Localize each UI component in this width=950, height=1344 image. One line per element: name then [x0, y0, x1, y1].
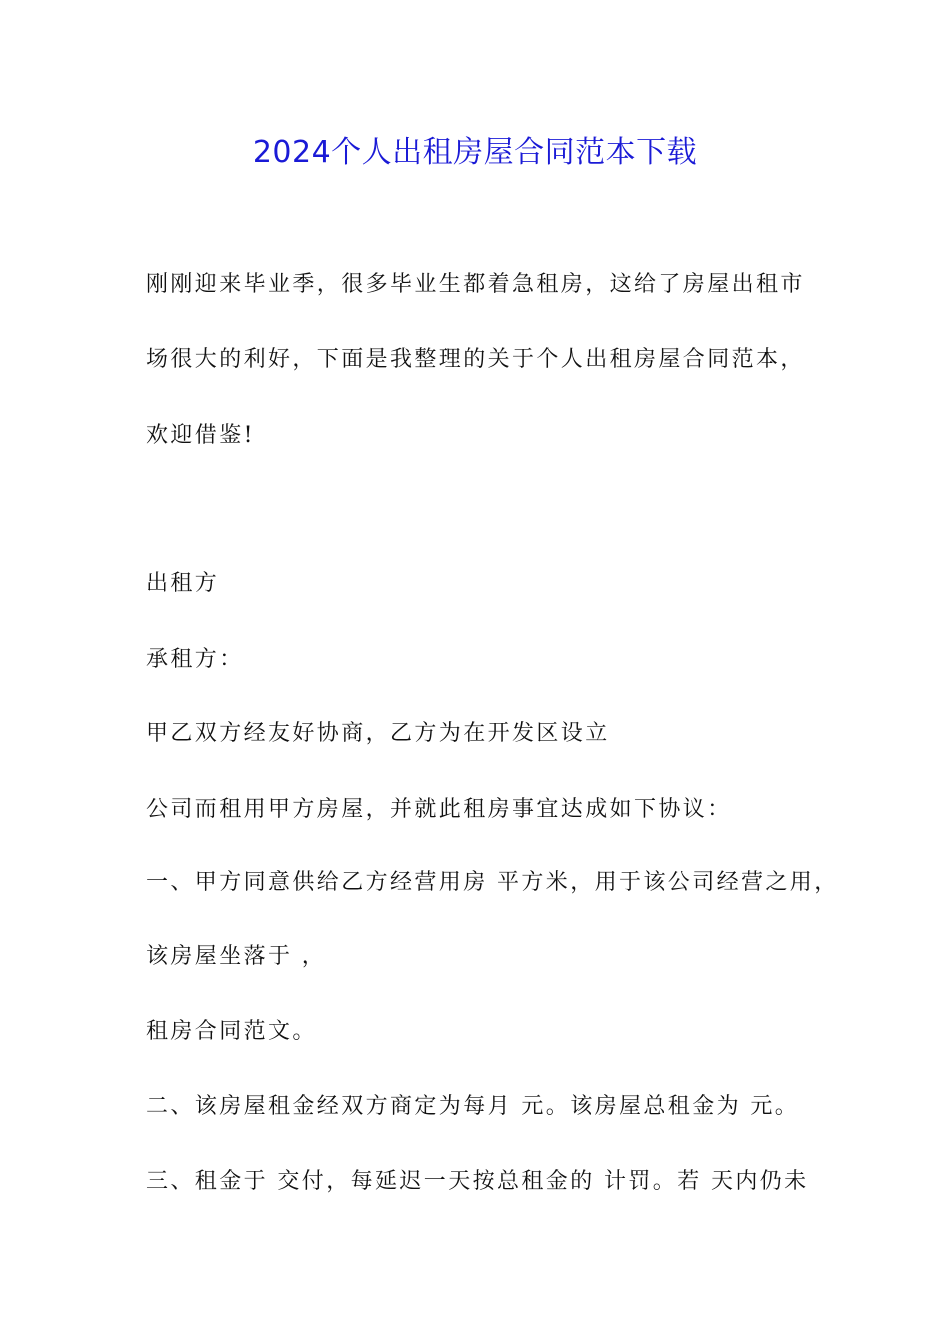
clause-3: 三、租金于 交付，每延迟一天按总租金的 计罚。若 天内仍未 [146, 1169, 809, 1194]
intro-line-3: 欢迎借鉴! [146, 423, 255, 448]
body-line-2: 公司而租用甲方房屋，并就此租房事宜达成如下协议： [146, 797, 732, 822]
clause-1-line-3: 租房合同范文。 [146, 1019, 317, 1044]
clause-1-line-1: 一、甲方同意供给乙方经营用房 平方米，用于该公司经营之用， [146, 870, 839, 895]
document-title: 2024个人出租房屋合同范本下载 [252, 135, 698, 170]
clause-1-line-2: 该房屋坐落于 ， [146, 944, 327, 969]
intro-line-2: 场很大的利好，下面是我整理的关于个人出租房屋合同范本， [146, 347, 805, 372]
body-line-1: 甲乙双方经友好协商，乙方为在开发区设立 [146, 721, 610, 746]
intro-line-1: 刚刚迎来毕业季，很多毕业生都着急租房，这给了房屋出租市 [146, 272, 805, 297]
lessor-label: 出租方 [146, 571, 220, 596]
lessee-label: 承租方： [146, 647, 244, 672]
clause-2: 二、该房屋租金经双方商定为每月 元。该房屋总租金为 元。 [146, 1094, 800, 1119]
